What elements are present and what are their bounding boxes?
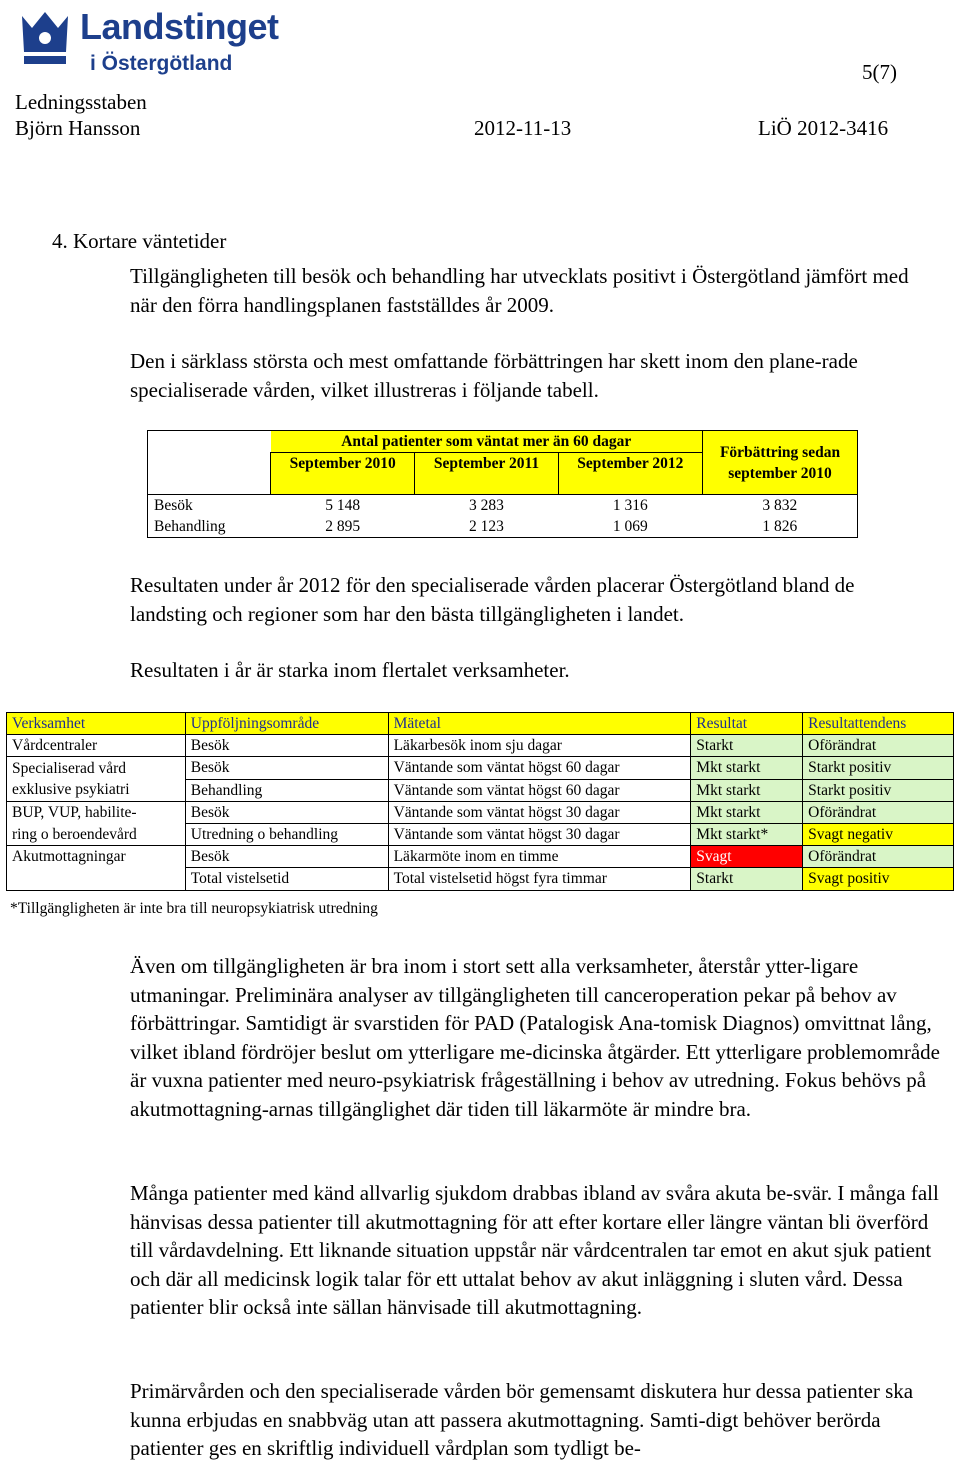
activity-results-table [6,712,954,891]
logo-subtitle: i Östergötland [90,52,233,75]
paragraph-results: Resultaten under år 2012 för den specialiserade vården placerar Östergötland bland de landsting och regioner som har den bästa tillgängligheten i landet. [130,573,855,626]
landstinget-logo [14,8,314,80]
page-number: 5(7) [862,60,897,84]
table-header-row: Verksamhet Uppföljningsområde Mätetal Resultat Resultattendens [7,713,954,735]
paragraph-improvement: Den i särklass största och mest omfattande förbättringen har skett inom den plane-rade specialiserade vården, vilket illustreras i följande tabell. [130,349,858,402]
table-row: Specialiserad vård Besök Väntande som väntat högst 60 dagar Mkt starkt Starkt positiv [7,757,954,779]
paragraph-intro: Tillgängligheten till besök och behandling har utvecklats positivt i Östergötland jämfört med när den förra handlingsplanen fastställdes år 2009. [130,264,909,317]
table-row: Behandling 2 895 2 123 1 069 1 826 [148,516,858,538]
table-row: Vårdcentraler Besök Läkarbesök inom sju dagar Starkt Oförändrat [7,735,954,757]
department: Ledningsstaben [15,90,147,114]
table1-group-header: Antal patienter som väntat mer än 60 dagar [271,431,703,453]
table1-col-header: September 2010 [271,453,415,495]
table1-improvement-header: Förbättring sedan september 2010 [703,431,858,495]
table-row: Total vistelsetid Total vistelsetid högst fyra timmar Starkt Svagt positiv [7,868,954,890]
table-footnote: *Tillgängligheten är inte bra till neuropsykiatrisk utredning [10,900,378,917]
table-row: BUP, VUP, habilite- Besök Väntande som väntat högst 30 dagar Mkt starkt Oförändrat [7,801,954,823]
paragraph-challenges: Även om tillgängligheten är bra inom i stort sett alla verksamheter, återstår ytter-ligare utmaningar. Preliminära analyser av tillgängligheten till canceroperation pekar på behov av förbättringar. Samtidigt är svarstiden för PAD (Patalogisk Ana-tomisk Diagnos) omvittnat lång, vilket ibland fördröjer beslut om ytterligare me-dicinska åtgärder. Ett ytterligare problemområde är vuxna patienter med neuro-psykiatrisk frågeställning i behov av utredning. Fokus behövs på akutmottagning-arnas tillgänglighet där tiden till läkarmöte är mindre bra. [130,954,940,1121]
table1-col-header: September 2012 [558,453,702,495]
document-date: 2012-11-13 [474,116,572,140]
table-row: Akutmottagningar Besök Läkarmöte inom en timme Svagt Oförändrat [7,846,954,868]
section-heading: 4. Kortare väntetider [52,229,227,253]
paragraph-strong-results: Resultaten i år är starka inom flertalet verksamheter. [130,658,570,682]
waiting-patients-table [147,430,858,538]
table1-col-header: September 2011 [415,453,558,495]
paragraph-primary-care: Primärvården och den specialiserade vården bör gemensamt diskutera hur dessa patienter ska kunna erbjudas en snabbväg utan att passera akutmottagning. Samti-digt behöver berörda patienter ges en skriftlig individuell vårdplan som tydligt be- [130,1379,914,1460]
logo-title: Landstinget [80,6,279,47]
paragraph-acute-patients: Många patienter med känd allvarlig sjukdom drabbas ibland av svåra akuta be-svär. I många fall hänvisas dessa patienter till akutmottagning för att efter kortare eller längre väntan bli överförd till vårdavdelning. Ett liknande situation uppstår när vårdcentralen tar emot en akut sjuk patient och där all medicinsk logik talar för ett uttalat behov av akut inläggning i sluten vård. Dessa patienter blir också inte sällan hänvisade till akutmottagning. [130,1181,939,1319]
crown-emblem-icon [14,8,76,80]
table-row: ring o beroendevård Utredning o behandling Väntande som väntat högst 30 dagar Mkt starkt* Svagt negativ [7,823,954,845]
table-row: exklusive psykiatri Behandling Väntande som väntat högst 60 dagar Mkt starkt Starkt positiv [7,779,954,801]
author: Björn Hansson [15,116,141,140]
document-reference: LiÖ 2012-3416 [758,116,889,140]
table-row: Besök 5 148 3 283 1 316 3 832 [148,495,858,517]
